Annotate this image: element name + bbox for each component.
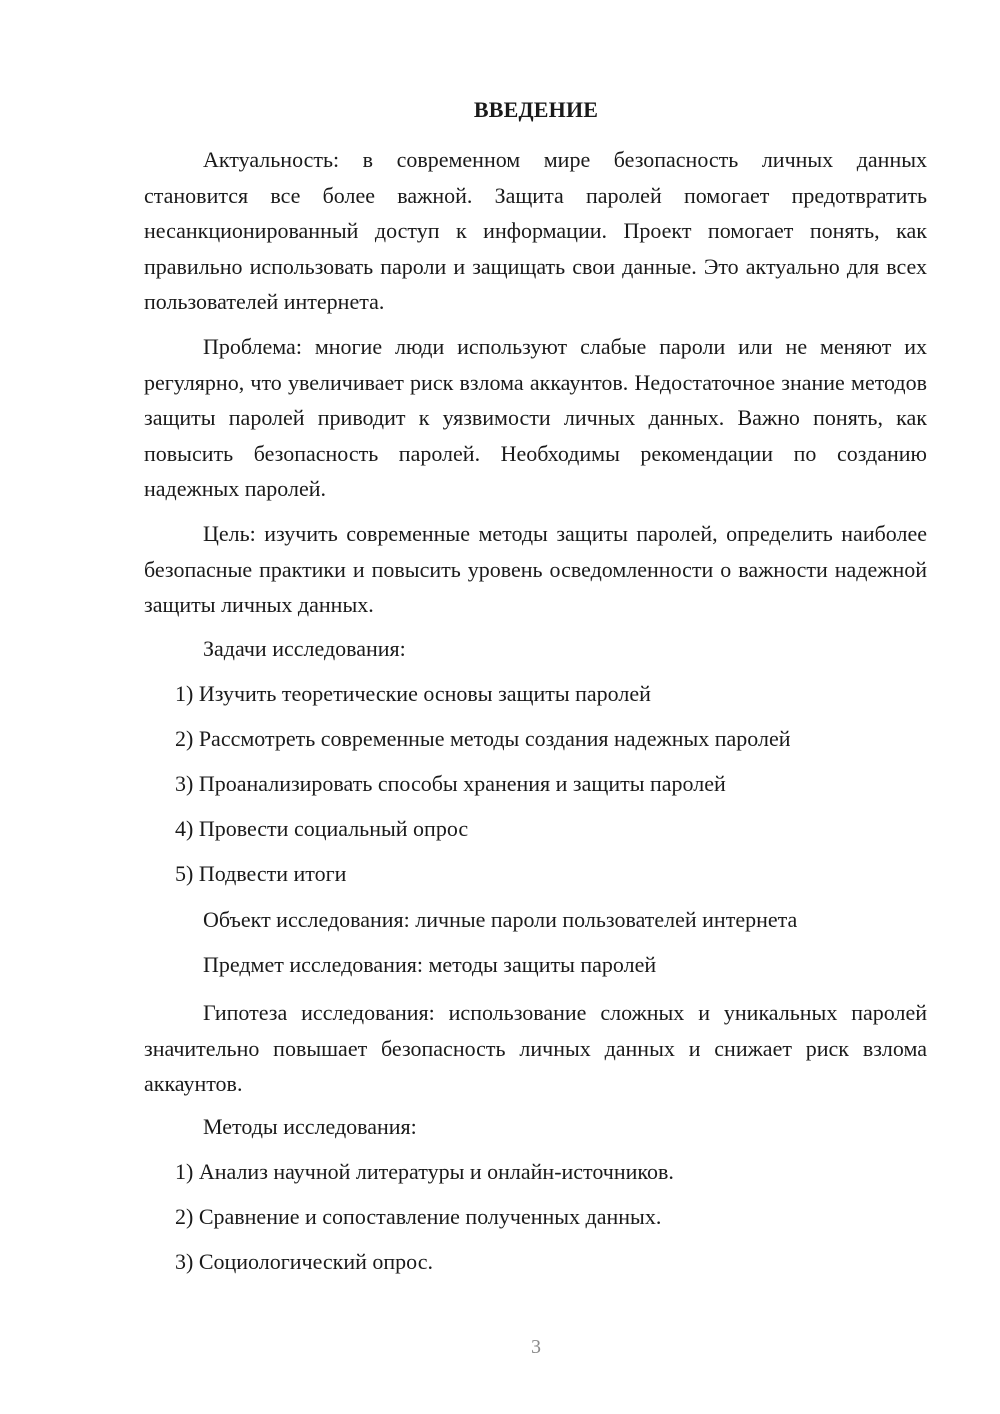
list-item: 3) Социологический опрос. — [175, 1249, 433, 1274]
subject-line: Предмет исследования: методы защиты паролей — [203, 952, 657, 977]
methods-title: Методы исследования: — [203, 1114, 417, 1139]
relevance-paragraph: Актуальность: в современном мире безопасность личных данных становится все более важной. Защита паролей помогает предотвратить несанкционированный доступ к информации. Проект помогает понять, как правильно использовать пароли и защищать свои данные. Это актуально для всех пользователей интернета. — [144, 147, 927, 314]
list-item: 3) Проанализировать способы хранения и защиты паролей — [175, 771, 726, 796]
list-item: 1) Изучить теоретические основы защиты паролей — [175, 681, 651, 706]
problem-paragraph: Проблема: многие люди используют слабые пароли или не меняют их регулярно, что увеличивает риск взлома аккаунтов. Недостаточное знание методов защиты паролей приводит к уязвимости личных данных. Важно понять, как повысить безопасность паролей. Необходимы рекомендации по созданию надежных паролей. — [144, 334, 927, 501]
list-item: 1) Анализ научной литературы и онлайн-источников. — [175, 1159, 674, 1184]
goal-paragraph: Цель: изучить современные методы защиты паролей, определить наиболее безопасные практики и повысить уровень осведомленности о важности надежной защиты личных данных. — [144, 521, 927, 617]
object-line: Объект исследования: личные пароли пользователей интернета — [203, 907, 798, 932]
tasks-title: Задачи исследования: — [203, 636, 406, 661]
hypothesis-paragraph: Гипотеза исследования: использование сложных и уникальных паролей значительно повышает безопасность личных данных и снижает риск взлома аккаунтов. — [144, 1000, 927, 1096]
section-heading: ВВЕДЕНИЕ — [473, 97, 599, 122]
list-item: 2) Рассмотреть современные методы создания надежных паролей — [175, 726, 791, 751]
page-number: 3 — [531, 1336, 541, 1358]
list-item: 4) Провести социальный опрос — [175, 816, 469, 841]
list-item: 2) Сравнение и сопоставление полученных данных. — [175, 1204, 662, 1229]
list-item: 5) Подвести итоги — [175, 861, 347, 886]
